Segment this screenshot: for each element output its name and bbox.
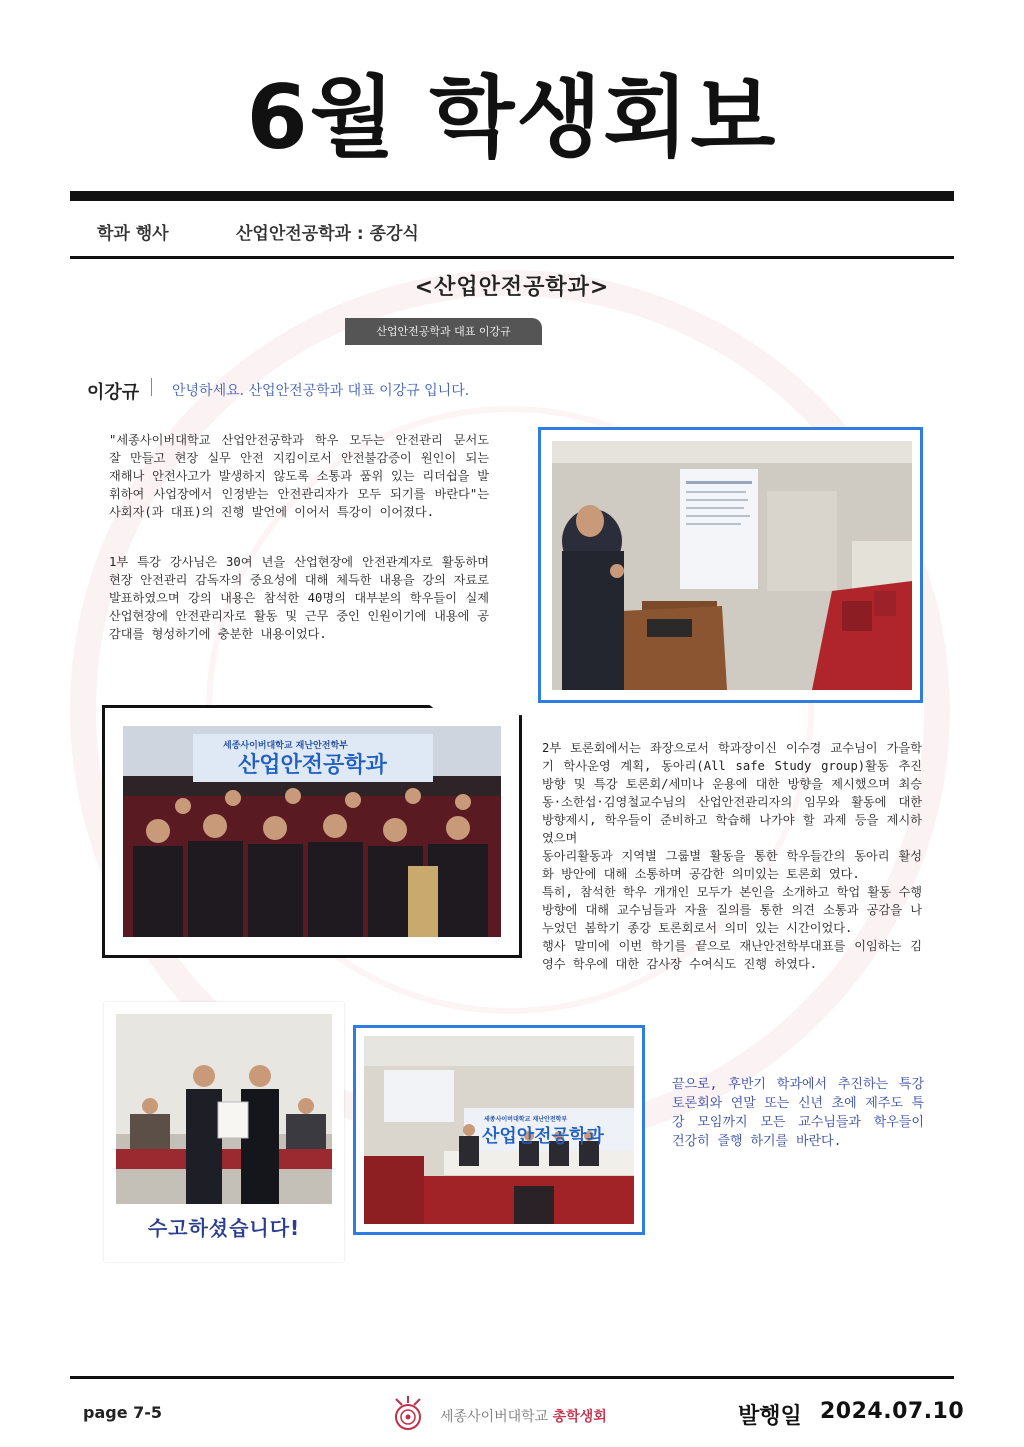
publish-date: 2024.07.10 [820,1399,965,1424]
footer-rule [70,1376,954,1379]
group-photo [123,726,501,937]
organization-name-suffix: 총학생회 [552,1409,607,1425]
section-rule [70,256,954,259]
award-photo [116,1014,332,1204]
section-title: 산업안전공학과 : 종강식 [236,224,419,244]
newsletter-title: 6월 학생회보 [246,66,778,169]
paragraph-lecture: 1부 특강 강사님은 30여 년을 산업현장에 안전관계자로 활동하며 현장 안전관리 감독자의 중요성에 대해 체득한 내용을 강의 자료로 발표하였으며 강의 내용은 참석한 40명의 대부분의 학우들이 실제 산업현장에 안전관리자로 활동 및 근무 중인 인원이기에 내용에 공감대를 형성하기에 충분한 내용이었다. [109,555,489,641]
author-tag: 산업안전공학과 대표 이강규 [345,318,542,345]
page-number: page 7-5 [83,1403,163,1422]
author-name: 이강규 [87,382,140,403]
publish-date-label: 발행일 [738,1404,802,1429]
author-greeting: 안녕하세요. 산업안전공학과 대표 이강규 입니다. [172,383,470,399]
organization-name-prefix: 세종사이버대학교 [440,1409,549,1425]
seminar-photo-banner-small: 세종사이버대학교 재난안전학부 [484,1116,568,1123]
paragraph-closing: 끝으로, 후반기 학과에서 추진하는 특강 토론회와 연말 또는 신년 초에 제주도 특강 모임까지 모든 교수님들과 학우들이 건강히 즐행 하기를 바란다. [672,1077,924,1149]
paragraph-intro: "세종사이버대학교 산업안전공학과 학우 모두는 안전관리 문서도 잘 만들고 현장 실무 안전 지킴이로서 안전불감증이 원인이 되는 재해나 안전사고가 발생하지 않도록 소통과 품위 있는 리더쉽을 발휘하여 사업장에서 인정받는 안전관리자가 모두 되기를 바란다"는 사회자(과 대표)의 진행 발언에 이어서 특강이 이어졌다. [109,433,489,519]
organization-name [440,1406,607,1426]
seminar-photo-banner-large: 산업안전공학과 [482,1126,604,1147]
group-photo-banner-large: 산업안전공학과 [238,753,387,778]
section-label: 학과 행사 [97,224,169,244]
header-rule [70,191,954,201]
group-photo-banner-small: 세종사이버대학교 재난안전학부 [223,741,348,751]
lecture-photo [552,441,912,690]
department-heading: <산업안전공학과> [414,275,610,300]
author-divider [151,378,152,396]
seminar-photo [364,1036,634,1224]
paragraph-discussion: 2부 토론회에서는 좌장으로서 학과장이신 이수경 교수님이 가을학기 학사운영 계획, 동아리(All safe Study group)활동 추진 방향 및 특강 토론회/세미나 운용에 대한 방향을 제시했으며 최승동·소한섭·김영철교수님의 산업안전관리자의 임무와 활동에 대한 방향제시, 학우들이 준비하고 학습해 나가야 할 과제 등을 제시하였으며 동아리활동과 지역별 그룹별 활동을 통한 학우들간의 동아리 활성화 방안에 대해 소통하며 공감한 의미있는 토론회 였다. 특히, 참석한 학우 개개인 모두가 본인을 소개하고 학업 활동 수행 방향에 대해 교수님들과 자율 질의를 통한 의견 소통과 공감을 나누었던 봄학기 종강 토론회로서 의미 있는 시간이었다. 행사 말미에 이번 학기를 끝으로 재난안전학부대표를 이임하는 김영수 학우에 대한 감사장 수여식도 진행 하였다. [542,741,922,971]
student-council-logo-icon [390,1395,426,1431]
award-photo-caption: 수고하셨습니다! [147,1216,301,1240]
